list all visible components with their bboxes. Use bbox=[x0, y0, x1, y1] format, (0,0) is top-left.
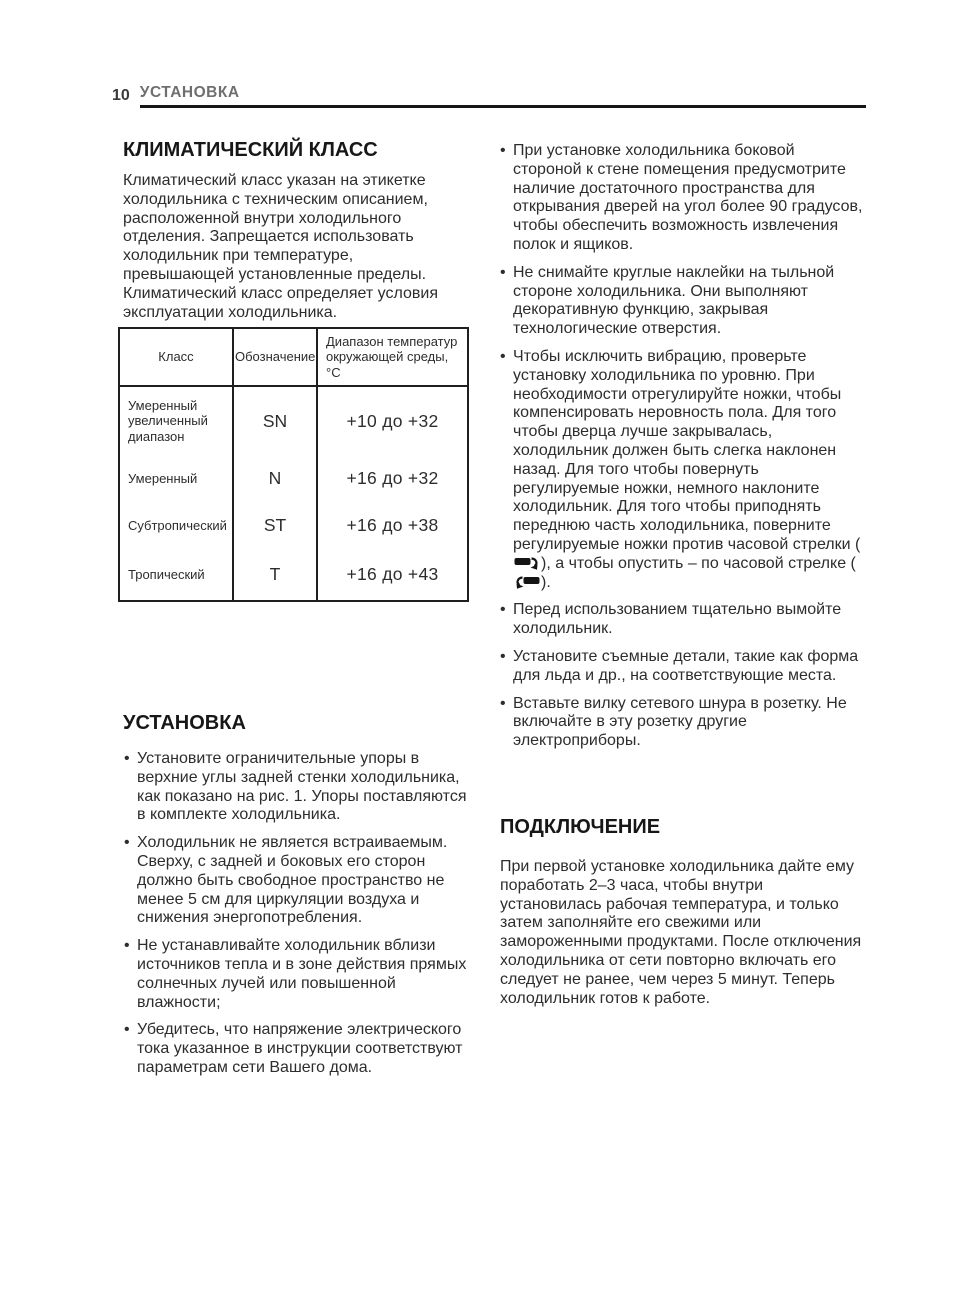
bullet-text: ), а чтобы опустить – по часовой стрелке ( bbox=[541, 554, 856, 572]
column-header-code: Обозначение bbox=[233, 328, 317, 386]
list-item-leveling bbox=[499, 348, 867, 592]
bullet-text: Убедитесь, что напряжение электрического тока указанное в инструкции соответствуют параметрам сети Вашего дома. bbox=[137, 1021, 463, 1076]
installation-title: УСТАНОВКА bbox=[123, 712, 246, 734]
connection-body: При первой установке холодильника дайте ему поработать 2–3 часа, чтобы внутри установилась рабочая температура, и только затем заполняйте его свежими или замороженными продуктами. После отключения холодильника от сети повторно включать его следует не ранее, чем через 5 минут. Теперь холодильник готов к работе. bbox=[500, 858, 862, 1007]
class-code-cell: ST bbox=[233, 502, 317, 549]
column-header-class: Класс bbox=[119, 328, 233, 386]
climate-class-table bbox=[118, 327, 469, 602]
list-item bbox=[499, 695, 867, 751]
temp-range-cell: +10 до +32 bbox=[317, 386, 468, 455]
bullet-text: При установке холодильника боковой стороной к стене помещения предусмотрите наличие достаточного пространства для открывания дверей на угол более 90 градусов, чтобы обеспечить возможность извлечения полок и ящиков. bbox=[513, 142, 863, 253]
bullet-text: Не устанавливайте холодильник вблизи источников тепла и в зоне действия прямых солнечных лучей или повышенной влажности; bbox=[137, 937, 467, 1011]
class-code-cell: T bbox=[233, 549, 317, 601]
bullet-text: ). bbox=[541, 573, 551, 591]
adjustable-foot-counterclockwise-icon bbox=[514, 556, 540, 571]
list-item bbox=[123, 834, 468, 928]
climate-class-intro: Климатический класс указан на этикетке холодильника с техническим описанием, расположенной внутри холодильного отделения. Запрещается использовать холодильник при температуре, превышающей установленные пределы. Климатический класс определяет условия эксплуатации холодильника. bbox=[123, 172, 439, 321]
bullet-text: Установите ограничительные упоры в верхние углы задней стенки холодильника, как показано на рис. 1. Упоры поставляются в комплекте холодильника. bbox=[137, 750, 467, 824]
table-row bbox=[119, 455, 468, 502]
list-item bbox=[499, 601, 867, 639]
class-code-cell: SN bbox=[233, 386, 317, 455]
bullet-text: Установите съемные детали, такие как форма для льда и др., на соответствующие места. bbox=[513, 647, 859, 684]
right-bullet-list bbox=[499, 142, 867, 760]
header-rule bbox=[140, 84, 866, 108]
list-item bbox=[123, 750, 468, 825]
bullet-text: Холодильник не является встраиваемым. Сверху, с задней и боковых его сторон должно быть свободное пространство не менее 5 см для циркуляции воздуха и снижения энергопотребления. bbox=[137, 834, 448, 927]
class-name-cell: Умеренный увеличенный диапазон bbox=[128, 397, 208, 444]
table-header-row bbox=[119, 328, 468, 386]
table-row bbox=[119, 386, 468, 455]
class-name-cell: Тропический bbox=[128, 566, 205, 582]
class-code-cell: N bbox=[233, 455, 317, 502]
bullet-text: Вставьте вилку сетевого шнура в розетку. Не включайте в эту розетку другие электроприборы. bbox=[513, 694, 847, 750]
class-name-cell: Умеренный bbox=[128, 470, 198, 486]
page-number: 10 bbox=[112, 87, 130, 104]
table-row bbox=[119, 502, 468, 549]
connection-title: ПОДКЛЮЧЕНИЕ bbox=[500, 816, 661, 838]
running-header-title: УСТАНОВКА bbox=[139, 84, 240, 101]
bullet-text: Не снимайте круглые наклейки на тыльной стороне холодильника. Они выполняют декоративную функцию, закрывая технологические отверстия. bbox=[513, 263, 835, 338]
list-item bbox=[499, 648, 867, 686]
list-item bbox=[123, 937, 468, 1012]
list-item bbox=[499, 142, 867, 255]
temp-range-cell: +16 до +32 bbox=[317, 455, 468, 502]
column-header-range: Диапазон температур окружающей среды, °С bbox=[317, 328, 468, 386]
page-header bbox=[112, 84, 866, 108]
installation-bullet-list bbox=[123, 750, 468, 1087]
bullet-text: Чтобы исключить вибрацию, проверьте установку холодильника по уровню. При необходимости отрегулируйте ножки, чтобы компенсировать неровность пола. Для того чтобы дверца лучше закрывалась, холодильник должен быть слегка наклонен назад. Для того чтобы повернуть регулируемые ножки, немного наклоните холодильник. Для того чтобы приподнять переднюю часть холодильника, поверните регулируемые ножки против часовой стрелки ( bbox=[513, 347, 861, 553]
list-item bbox=[499, 264, 867, 339]
climate-class-title: КЛИМАТИЧЕСКИЙ КЛАСС bbox=[123, 139, 378, 161]
temp-range-cell: +16 до +43 bbox=[317, 549, 468, 601]
table-row bbox=[119, 549, 468, 601]
temp-range-cell: +16 до +38 bbox=[317, 502, 468, 549]
class-name-cell: Субтропический bbox=[128, 517, 227, 533]
bullet-text: Перед использованием тщательно вымойте холодильник. bbox=[513, 601, 842, 638]
adjustable-foot-clockwise-icon bbox=[514, 575, 540, 590]
list-item bbox=[123, 1021, 468, 1077]
